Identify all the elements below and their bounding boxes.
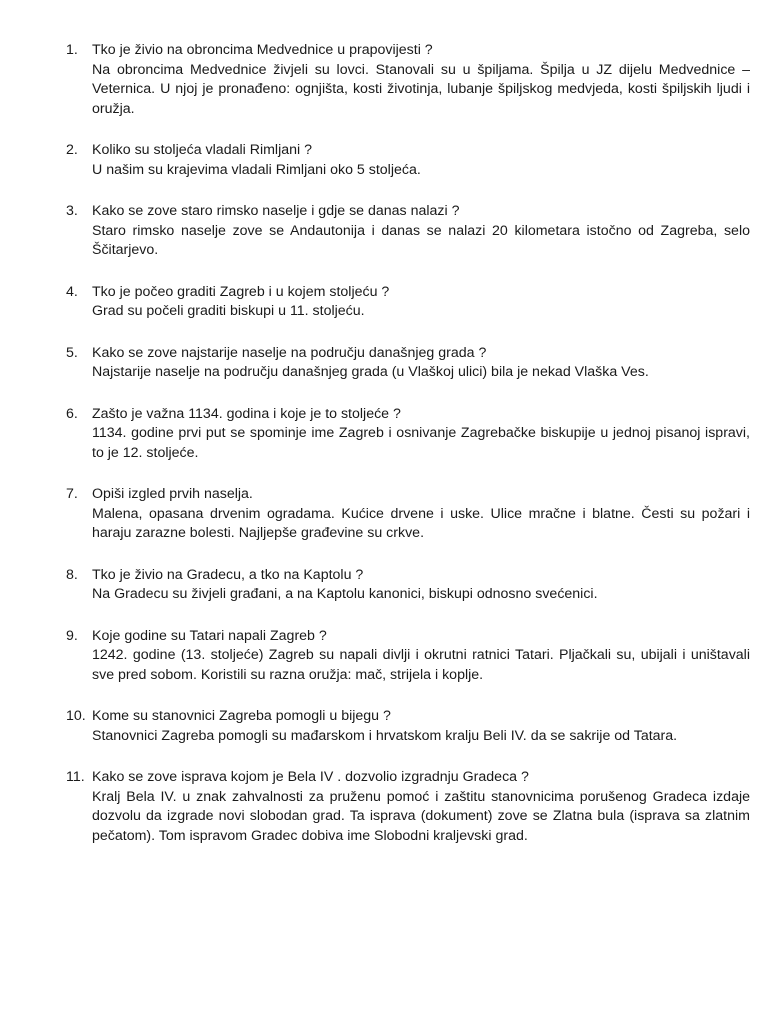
question-answer-list bbox=[66, 41, 750, 868]
item-number: 7. bbox=[66, 486, 78, 502]
list-item bbox=[66, 41, 750, 119]
list-item bbox=[66, 141, 750, 180]
answer-text: Malena, opasana drvenim ogradama. Kućice drvene i uske. Ulice mračne i blatne. Česti su požari i haraju zarazne bolesti. Najljepše građevine su crkve. bbox=[92, 505, 750, 541]
item-number: 3. bbox=[66, 203, 78, 219]
question-text: Tko je živio na obroncima Medvednice u prapovijesti ? bbox=[92, 42, 433, 58]
question-text: Tko je živio na Gradecu, a tko na Kaptolu ? bbox=[92, 566, 364, 583]
question-text: Koje godine su Tatari napali Zagreb ? bbox=[92, 627, 327, 644]
list-item bbox=[66, 627, 750, 686]
answer-text: 1134. godine prvi put se spominje ime Zagreb i osnivanje Zagrebačke biskupije u jednoj pisanoj ispravi, to je 12. stoljeće. bbox=[92, 425, 750, 461]
item-number: 5. bbox=[66, 344, 78, 361]
answer-text: Kralj Bela IV. u znak zahvalnosti za pruženu pomoć i zaštitu stanovnicima porušenog Gradeca izdaje dozvolu da izgrade novi slobodan grad. Ta isprava (dokument) zove se Zlatna bula (isprava sa zlatnim pečatom). Tom ispravom Gradec dobiva ime Slobodni kraljevski grad. bbox=[92, 788, 750, 844]
answer-text: Stanovnici Zagreba pomogli su mađarskom i hrvatskom kralju Beli IV. da se sakrije od Tatara. bbox=[92, 727, 678, 744]
item-number: 8. bbox=[66, 566, 78, 583]
item-number: 6. bbox=[66, 405, 78, 422]
item-number: 11. bbox=[66, 769, 85, 785]
list-item bbox=[66, 566, 750, 605]
question-text: Opiši izgled prvih naselja. bbox=[92, 486, 253, 502]
item-number: 2. bbox=[66, 142, 78, 158]
answer-text: 1242. godine (13. stoljeće) Zagreb su napali divlji i okrutni ratnici Tatari. Pljačkali su, ubijali i uništavali sve pred sobom. Koristili su razna oružja: mač, strijela i koplje. bbox=[92, 647, 750, 683]
question-text: Kako se zove najstarije naselje na području današnjeg grada ? bbox=[92, 344, 487, 361]
list-item bbox=[66, 405, 750, 464]
question-text: Koliko su stoljeća vladali Rimljani ? bbox=[92, 142, 313, 158]
list-item bbox=[66, 707, 750, 746]
item-number: 9. bbox=[66, 627, 78, 644]
list-item bbox=[66, 283, 750, 322]
list-item bbox=[66, 344, 750, 383]
answer-text: Na obroncima Medvednice živjeli su lovci. Stanovali su u špiljama. Špilja u JZ dijelu Medvednice – Veternica. U njoj je pronađeno: ognjišta, kosti životinja, lubanje špiljskog medvjeda, kosti špiljskih ljudi i oružja. bbox=[92, 61, 750, 117]
question-text: Tko je počeo graditi Zagreb i u kojem stoljeću ? bbox=[92, 283, 390, 300]
answer-text: U našim su krajevima vladali Rimljani oko 5 stoljeća. bbox=[92, 161, 421, 178]
item-number: 4. bbox=[66, 283, 78, 300]
list-item bbox=[66, 202, 750, 261]
list-item bbox=[66, 485, 750, 544]
list-item bbox=[66, 768, 750, 846]
answer-text: Na Gradecu su živjeli građani, a na Kaptolu kanonici, biskupi odnosno svećenici. bbox=[92, 586, 598, 602]
question-text: Kako se zove isprava kojom je Bela IV . dozvolio izgradnju Gradeca ? bbox=[92, 769, 529, 785]
item-number: 1. bbox=[66, 42, 78, 58]
answer-text: Staro rimsko naselje zove se Andautonija i danas se nalazi 20 kilometara istočno od Zagreba, selo Ščitarjevo. bbox=[92, 222, 750, 258]
question-text: Kako se zove staro rimsko naselje i gdje se danas nalazi ? bbox=[92, 203, 460, 219]
answer-text: Grad su počeli graditi biskupi u 11. stoljeću. bbox=[92, 303, 365, 319]
answer-text: Najstarije naselje na području današnjeg grada (u Vlaškoj ulici) bila je nekad Vlaška Ves. bbox=[92, 364, 649, 380]
question-text: Kome su stanovnici Zagreba pomogli u bijegu ? bbox=[92, 708, 391, 724]
item-number: 10. bbox=[66, 708, 86, 724]
question-text: Zašto je važna 1134. godina i koje je to stoljeće ? bbox=[92, 405, 401, 422]
